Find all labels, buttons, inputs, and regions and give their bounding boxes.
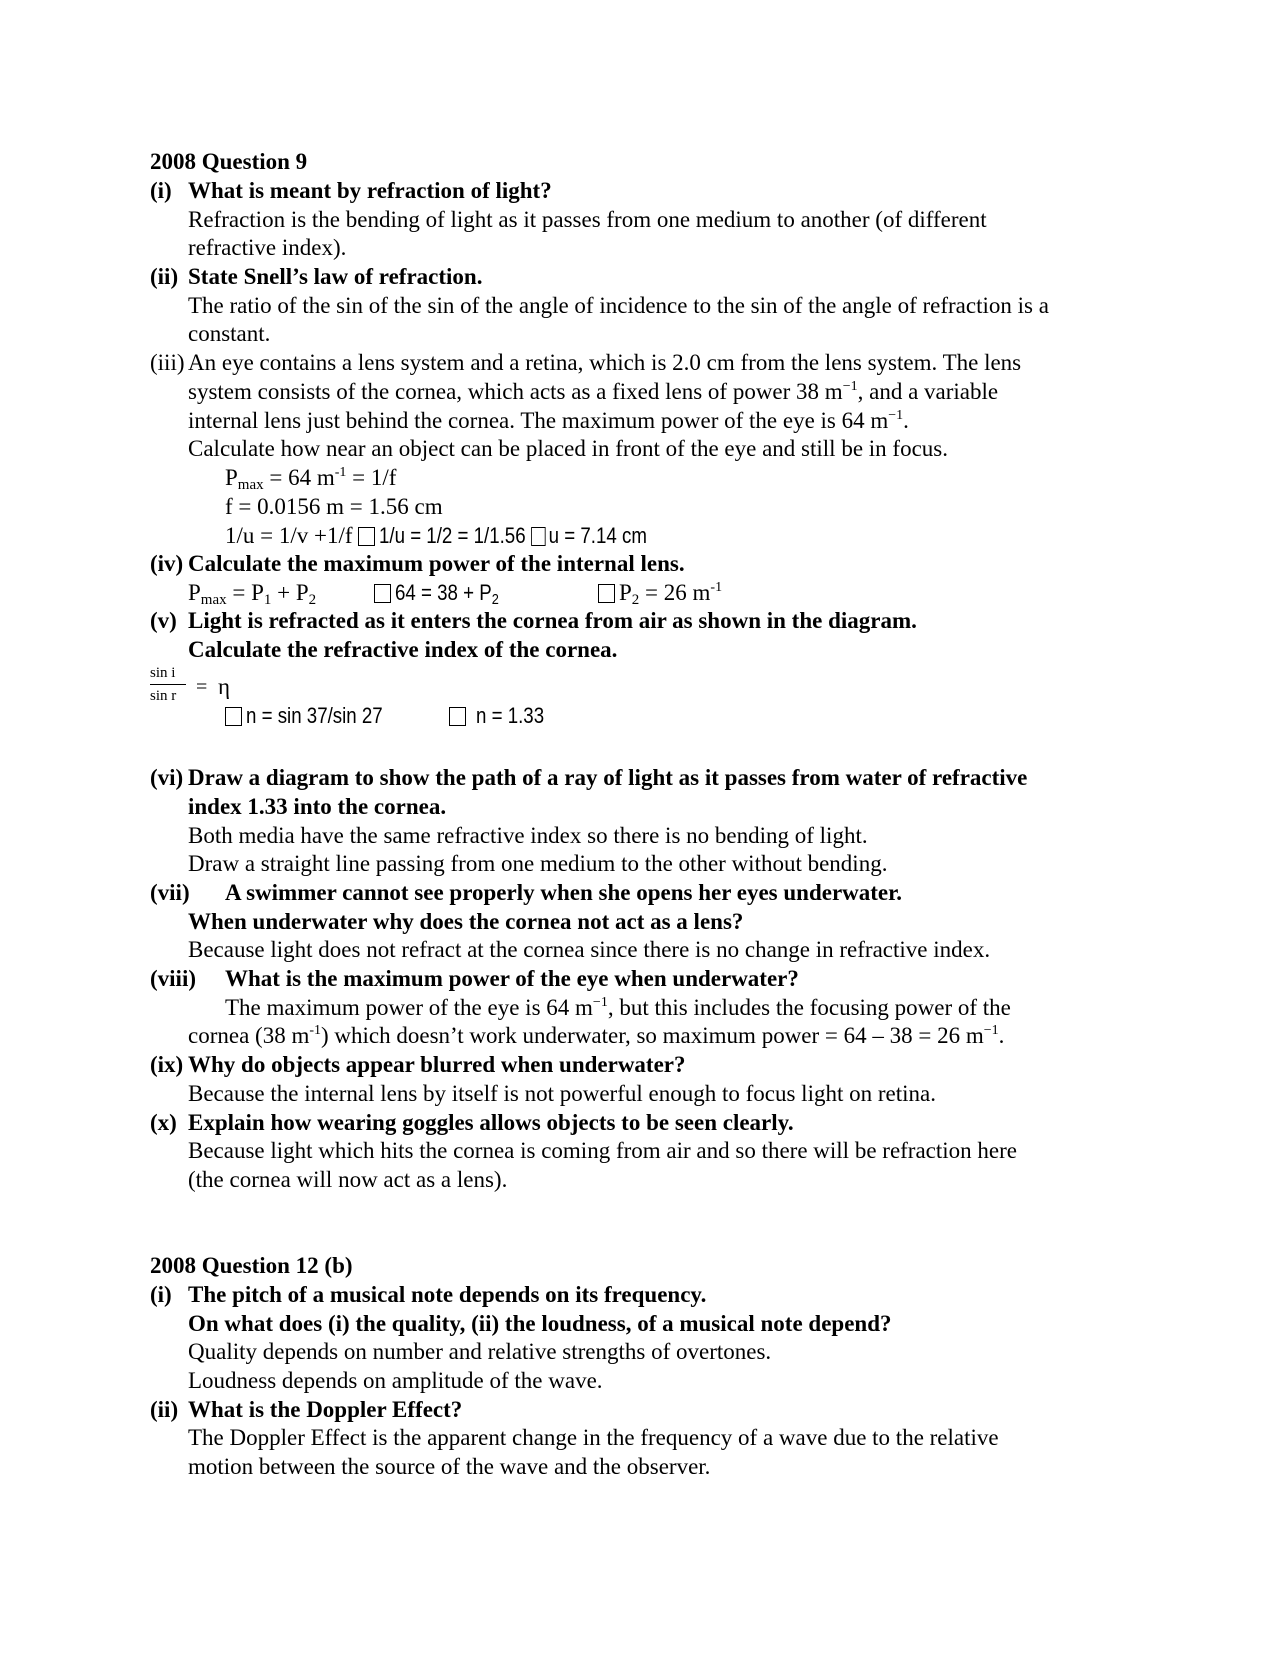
q12-ii-question: What is the Doppler Effect? [188, 1397, 463, 1422]
eta-symbol: η [218, 674, 231, 699]
q9-iv-question: Calculate the maximum power of the internal lens. [188, 551, 685, 576]
q9-iv-result: $P_2 = 26$ $m^{-1}$ [598, 579, 722, 607]
q12-i-question-line1: The pitch of a musical note depends on its frequency. [188, 1282, 707, 1307]
q9-viii-answer-line1: The maximum power of the eye is 64 $m^{-1}$, but this includes the focusing power of the [225, 995, 1011, 1020]
q9-v-step2: n = 1.33 [449, 702, 556, 730]
q9-vi-answer-line1: Both media have the same refractive index so there is no bending of light. [188, 823, 868, 848]
checkbox-icon [449, 707, 466, 726]
q9-heading: 2008 Question 9 [150, 149, 308, 174]
q9-iii-focal-length: f = 0.0156 m = 1.56 cm [225, 494, 443, 519]
q9-vi-question-line2: index 1.33 into the cornea. [188, 794, 447, 819]
q9-v-label: (v) [150, 608, 177, 633]
q9-i-answer-line2: refractive index). [188, 235, 347, 260]
q12-ii-label: (ii) [150, 1397, 179, 1422]
q9-viii-label: (viii) [150, 966, 196, 991]
q9-vii-question-line1: A swimmer cannot see properly when she opens her eyes underwater. [225, 880, 902, 905]
q9-x-question: Explain how wearing goggles allows objects to be seen clearly. [188, 1110, 794, 1135]
q9-vii-label: (vii) [150, 880, 190, 905]
fraction-equals: = [196, 676, 208, 698]
q9-iv-formula: $P_{max} = P_1 + P_2$ [188, 580, 317, 608]
fraction-numerator: sin i [150, 665, 176, 681]
q9-vi-answer-line2: Draw a straight line passing from one medium to the other without bending. [188, 851, 888, 876]
q12-i-answer-line2: Loudness depends on amplitude of the wave. [188, 1368, 603, 1393]
q12-ii-answer-line1: The Doppler Effect is the apparent change in the frequency of a wave due to the relative [188, 1425, 999, 1450]
q9-iii-text-line1: An eye contains a lens system and a retina, which is 2.0 cm from the lens system. The lens [188, 350, 1022, 375]
q9-viii-answer-line2: cornea (38 $m^{-1}$) which doesn’t work underwater, so maximum power = 64 – 38 = 26 $m^{-1}$. [188, 1023, 1005, 1048]
q9-i-answer-line1: Refraction is the bending of light as it passes from one medium to another (of different [188, 207, 987, 232]
q9-ii-question: State Snell’s law of refraction. [188, 264, 483, 289]
q12-i-label: (i) [150, 1282, 172, 1307]
q9-iv-label: (iv) [150, 551, 184, 576]
q9-x-answer-line2: (the cornea will now act as a lens). [188, 1167, 508, 1192]
fraction-denominator: sin r [150, 688, 177, 704]
q9-ii-answer-line2: constant. [188, 321, 271, 346]
q9-iii-text-line3: internal lens just behind the cornea. The maximum power of the eye is 64 $m^{-1}$. [188, 408, 909, 433]
q9-iii-text-line4: Calculate how near an object can be placed in front of the eye and still be in focus. [188, 436, 948, 461]
checkbox-icon [531, 527, 545, 546]
q9-ix-question: Why do objects appear blurred when underwater? [188, 1052, 686, 1077]
q9-vi-label: (vi) [150, 765, 184, 790]
q9-iii-u-calculation: 1/u = 1/v +1/f 1/u = 1/2 = 1/1.56 u = 7.14 cm [225, 523, 648, 548]
q9-viii-question: What is the maximum power of the eye when underwater? [225, 966, 799, 991]
q9-ii-label: (ii) [150, 264, 179, 289]
q9-v-question-line1: Light is refracted as it enters the cornea from air as shown in the diagram. [188, 608, 917, 633]
q9-i-question: What is meant by refraction of light? [188, 178, 552, 203]
q12-ii-answer-line2: motion between the source of the wave and the observer. [188, 1454, 711, 1479]
q9-x-label: (x) [150, 1110, 177, 1135]
q9-vii-question-line2: When underwater why does the cornea not act as a lens? [188, 909, 744, 934]
q9-ix-answer: Because the internal lens by itself is not powerful enough to focus light on retina. [188, 1081, 936, 1106]
q9-vi-question-line1: Draw a diagram to show the path of a ray of light as it passes from water of refractive [188, 765, 1028, 790]
snell-fraction [150, 664, 186, 705]
q12-i-question-line2: On what does (i) the quality, (ii) the loudness, of a musical note depend? [188, 1311, 892, 1336]
q9-v-question-line2: Calculate the refractive index of the cornea. [188, 637, 618, 662]
q9-iii-text-line2: system consists of the cornea, which acts as a fixed lens of power 38 $m^{-1}$, and a variable [188, 379, 999, 404]
fraction-bar [150, 684, 186, 685]
q9-iii-pmax-equation: $P_{max} = 64$ $m^{-1} = 1/f$ [225, 465, 397, 493]
checkbox-icon [374, 584, 391, 603]
q9-v-step1: n = sin 37/sin 27 [225, 702, 407, 730]
q12-heading: 2008 Question 12 (b) [150, 1253, 353, 1278]
checkbox-icon [358, 527, 375, 546]
checkbox-icon [598, 584, 615, 603]
q9-ii-answer-line1: The ratio of the sin of the sin of the angle of incidence to the sin of the angle of refraction is a [188, 293, 1049, 318]
q9-iii-label: (iii) [150, 350, 185, 375]
q12-i-answer-line1: Quality depends on number and relative strengths of overtones. [188, 1339, 772, 1364]
q9-x-answer-line1: Because light which hits the cornea is coming from air and so there will be refraction here [188, 1138, 1017, 1163]
q9-i-label: (i) [150, 178, 172, 203]
q9-vii-answer: Because light does not refract at the cornea since there is no change in refractive index. [188, 937, 991, 962]
q9-iv-step: $64 = 38 + P_2$ [374, 579, 517, 607]
q9-ix-label: (ix) [150, 1052, 184, 1077]
checkbox-icon [225, 707, 242, 726]
